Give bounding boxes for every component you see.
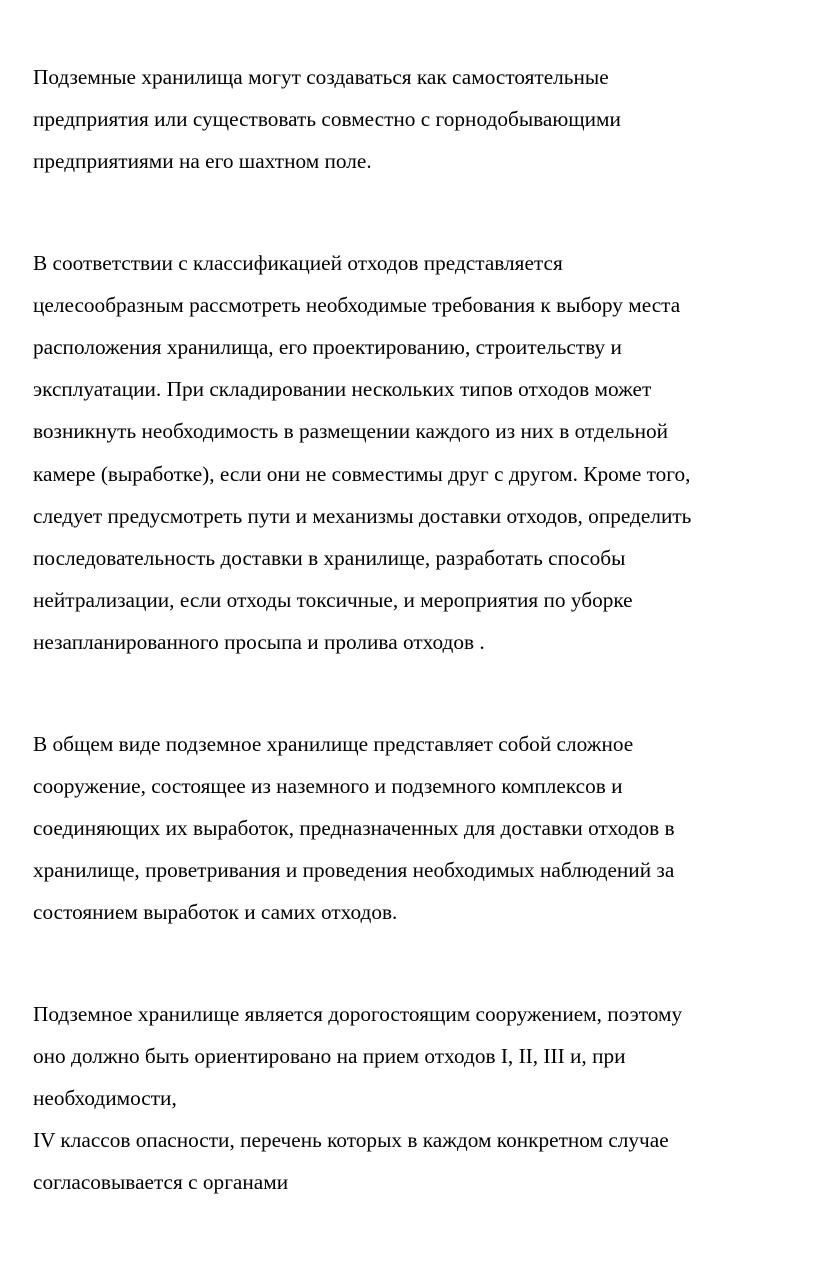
text-line: сооружение, состоящее из наземного и подземного комплексов и (33, 773, 623, 798)
text-line: В соответствии с классификацией отходов представляется (33, 250, 563, 275)
paragraph-1 (33, 56, 803, 183)
text-line: согласовывается с органами (33, 1170, 289, 1195)
text-line: Подземные хранилища могут создаваться как самостоятельные (33, 65, 609, 89)
text-line: оно должно быть ориентировано на прием отходов I, II, III и, при (33, 1043, 626, 1068)
text-line: необходимости, (33, 1086, 177, 1111)
paragraph-2 (33, 242, 803, 664)
paragraph-3 (33, 723, 803, 934)
text-line: нейтрализации, если отходы токсичные, и мероприятия по уборке (33, 588, 633, 613)
text-line: состоянием выработок и самих отходов. (33, 900, 398, 925)
text-line: соединяющих их выработок, предназначенных для доставки отходов в (33, 816, 675, 841)
text-line: эксплуатации. При складировании нескольких типов отходов может (33, 377, 652, 402)
text-line: последовательность доставки в хранилище, разработать способы (33, 546, 626, 571)
paragraph-4 (33, 993, 803, 1120)
text-line: предприятия или существовать совместно с горнодобывающими (33, 107, 621, 132)
text-line: предприятиями на его шахтном поле. (33, 149, 372, 174)
text-line: Подземное хранилище является дорогостоящим сооружением, поэтому (33, 1001, 683, 1026)
text-line: возникнуть необходимость в размещении каждого из них в отдельной (33, 419, 669, 444)
text-line: хранилище, проветривания и проведения необходимых наблюдений за (33, 858, 675, 883)
text-line: незапланированного просыпа и пролива отходов . (33, 630, 485, 655)
text-line: IV классов опасности, перечень которых в каждом конкретном случае (33, 1128, 669, 1153)
text-line: камере (выработке), если они не совместимы друг с другом. Кроме того, (33, 461, 691, 486)
text-line: расположения хранилища, его проектированию, строительству и (33, 335, 622, 360)
text-line: следует предусмотреть пути и механизмы доставки отходов, определить (33, 503, 692, 528)
paragraph-5 (33, 1119, 803, 1203)
text-line: целесообразным рассмотреть необходимые требования к выбору места (33, 292, 681, 317)
text-line: В общем виде подземное хранилище представляет собой сложное (33, 731, 634, 756)
document-page (33, 56, 803, 1204)
